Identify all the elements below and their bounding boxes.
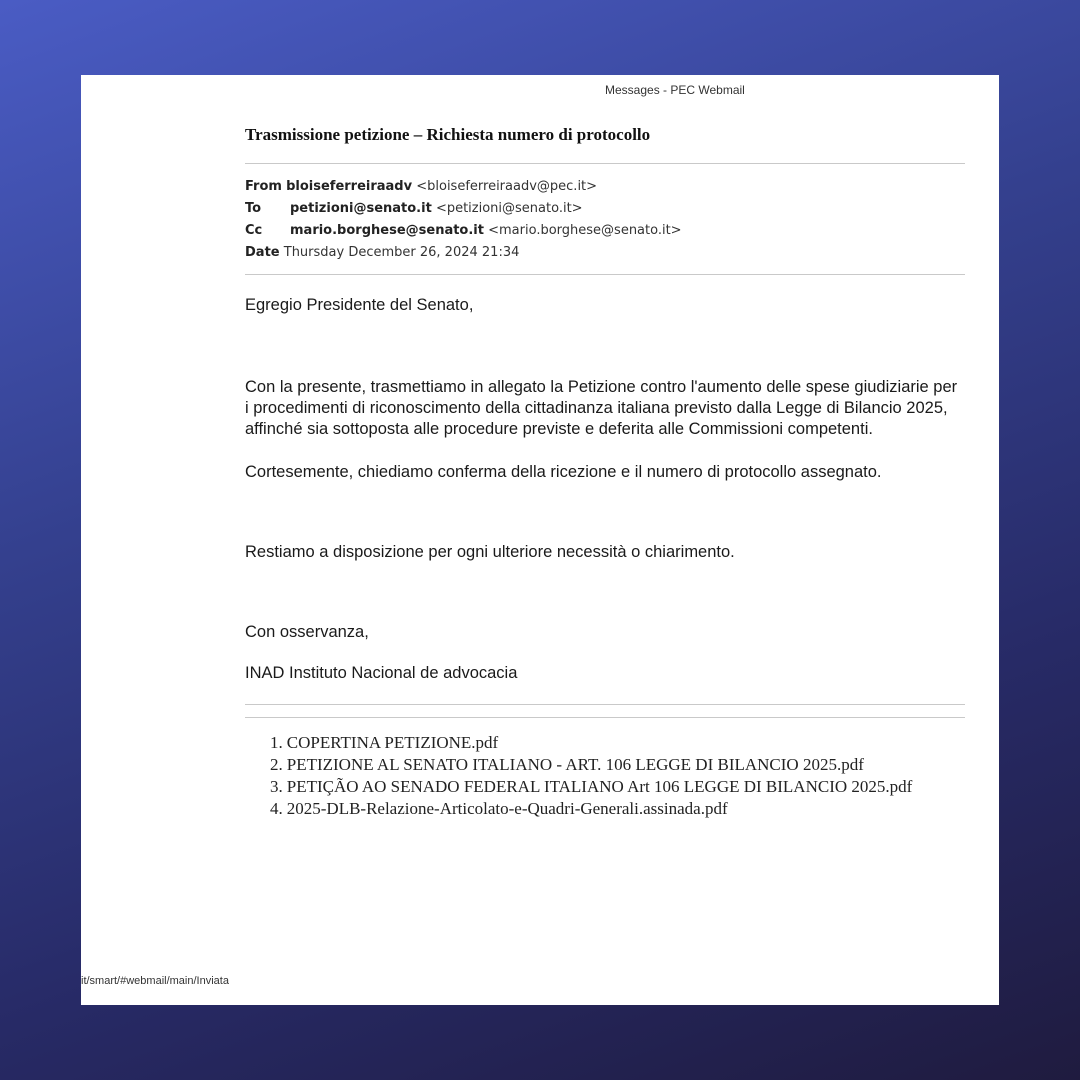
footer-url: it/smart/#webmail/main/Inviata [81,975,229,987]
attachment-name[interactable]: PETIZIONE AL SENATO ITALIANO - ART. 106 LEGGE DI BILANCIO 2025.pdf [286,755,864,774]
email-subject: Trasmissione petizione – Richiesta numero di protocollo [245,125,651,144]
from-name[interactable]: bloiseferreiraadv [286,179,413,194]
from-address[interactable]: <bloiseferreiraadv@pec.it> [416,179,598,194]
attachment-number: 3. [270,777,283,796]
divider [245,704,965,705]
date-value: Thursday December 26, 2024 21:34 [283,245,520,260]
attachment-list [245,732,965,820]
body-paragraph: Restiamo a disposizione per ogni ulteriore necessità o chiarimento. [245,543,735,561]
header-to [245,198,965,220]
to-address[interactable]: <petizioni@senato.it> [435,201,583,216]
header-date [245,242,965,264]
cc-label: Cc [245,223,263,238]
body-paragraph: Con la presente, trasmettiamo in allegato la Petizione contro l'aumento delle spese giudiziarie per i procedimenti di riconoscimento della cittadinanza italiana previsto dalla Legge di Bilancio 2025, affinché sia sottoposta alle procedure previste e deferita alle Commissioni competenti. [245,378,958,438]
attachment-number: 4. [270,799,283,818]
header-cc [245,220,965,242]
signature: INAD Instituto Nacional de advocacia [245,664,518,682]
closing: Con osservanza, [245,623,369,641]
to-label: To [245,201,262,216]
attachment-item[interactable] [245,754,965,776]
cc-address[interactable]: <mario.borghese@senato.it> [488,223,682,238]
header-from [245,176,965,198]
attachment-name[interactable]: 2025-DLB-Relazione-Articolato-e-Quadri-Generali.assinada.pdf [286,799,728,818]
divider [245,163,965,164]
attachment-number: 1. [270,733,283,752]
divider [245,717,965,718]
attachment-item[interactable] [245,776,965,798]
attachment-name[interactable]: COPERTINA PETIZIONE.pdf [286,733,499,752]
email-content [245,125,965,820]
attachment-number: 2. [270,755,283,774]
attachment-item[interactable] [245,798,965,820]
date-label: Date [245,245,280,260]
to-name[interactable]: petizioni@senato.it [290,201,432,216]
email-headers [245,176,965,264]
body-paragraph: Cortesemente, chiediamo conferma della ricezione e il numero di protocollo assegnato. [245,463,882,481]
print-page-header: Messages - PEC Webmail [605,83,745,97]
greeting: Egregio Presidente del Senato, [245,296,474,314]
email-body [245,295,965,684]
from-label: From [245,179,282,194]
cc-name[interactable]: mario.borghese@senato.it [290,223,484,238]
printed-email-page [81,75,999,1005]
divider [245,274,965,275]
attachment-item[interactable] [245,732,965,754]
attachment-name[interactable]: PETIÇÃO AO SENADO FEDERAL ITALIANO Art 106 LEGGE DI BILANCIO 2025.pdf [286,777,913,796]
